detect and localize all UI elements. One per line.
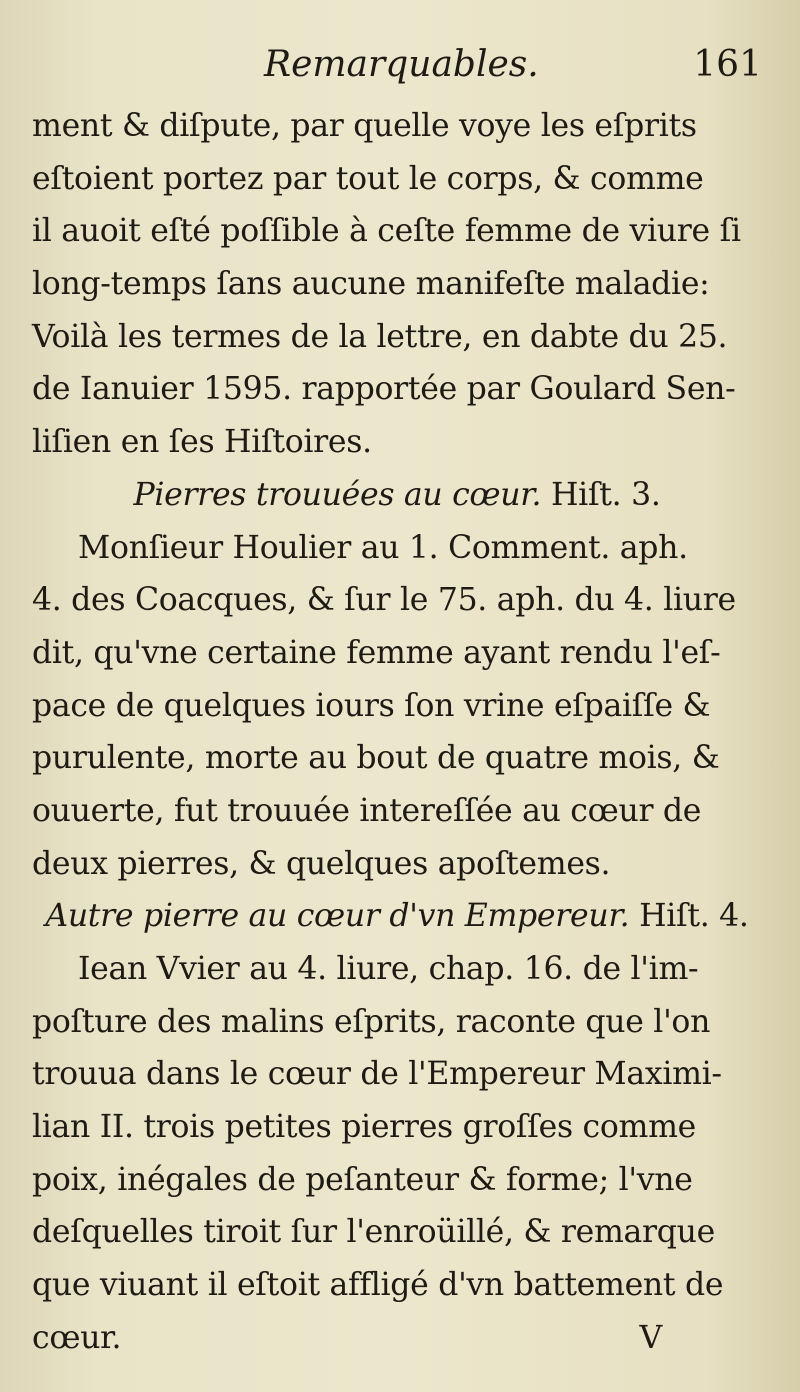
text-line: ment & diſpute, par quelle voye les eſprits	[32, 108, 697, 144]
text-line: que viuant il eſtoit affligé d'vn battement de	[32, 1267, 724, 1304]
page-text	[32, 44, 762, 1365]
text-line: 4. des Coacques, & ſur le 75. aph. du 4. liure	[32, 582, 736, 619]
text-line: dit, qu'vne certaine femme ayant rendu l'eſ-	[32, 634, 721, 671]
text-line-last	[32, 1312, 762, 1365]
section-ref: Hiſt. 3.	[551, 476, 661, 513]
text-line: il auoit eſté poſſible à ceſte femme de viure ſi	[32, 213, 741, 250]
text-line: deux pierres, & quelques apoſtemes.	[32, 845, 611, 882]
text-line: lian II. trois petites pierres groſſes comme	[32, 1109, 697, 1146]
text-line: ouuerte, fut trouuée intereſſée au cœur de	[32, 792, 702, 829]
section-title-hist-4	[32, 890, 762, 943]
running-head: Remarquables.	[264, 44, 539, 85]
text-line: Voilà les termes de la lettre, en dabte du 25.	[32, 318, 728, 355]
text-line: cœur.	[32, 1319, 122, 1356]
text-line: pace de quelques iours ſon vrine eſpaiſſe &	[32, 687, 711, 724]
catchword: V	[639, 1319, 662, 1356]
text-line: poix, inégales de peſanteur & forme; l'vne	[32, 1161, 693, 1198]
text-line: Monſieur Houlier au 1. Comment. aph.	[78, 529, 688, 566]
text-line: de Ianuier 1595. rapportée par Goulard Sen-	[32, 371, 736, 408]
section-title-hist-3	[32, 469, 762, 522]
page-header	[32, 44, 762, 100]
text-line: poſture des malins eſprits, raconte que l'on	[32, 1003, 711, 1040]
section-ref: Hiſt. 4.	[639, 898, 749, 935]
text-line: long-temps ſans aucune manifeſte maladie:	[32, 266, 710, 303]
text-line: Iean Vvier au 4. liure, chap. 16. de l'im-	[78, 951, 699, 987]
text-line: trouua dans le cœur de l'Empereur Maximi-	[32, 1056, 722, 1093]
page-number: 161	[693, 44, 762, 85]
section-title-text: Pierres trouuées au cœur.	[133, 476, 542, 513]
section-title-text: Autre pierre au cœur d'vn Empereur.	[45, 898, 630, 935]
text-line: liſien en ſes Hiſtoires.	[32, 424, 372, 461]
text-line: purulente, morte au bout de quatre mois, &	[32, 740, 720, 777]
text-line: eſtoient portez par tout le corps, & comme	[32, 160, 704, 197]
text-line: deſquelles tiroit ſur l'enroüillé, & remarque	[32, 1214, 715, 1251]
